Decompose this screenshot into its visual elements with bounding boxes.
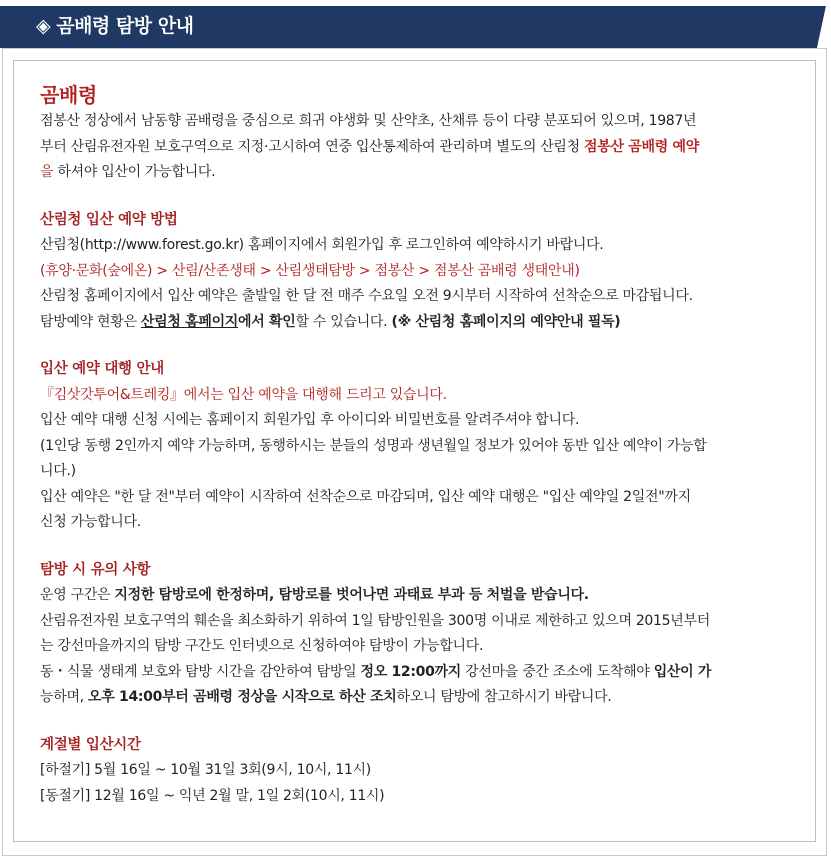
caution-text: 정오 12:00까지 bbox=[360, 663, 462, 680]
caution-text: 하오니 탐방에 참고하시기 바랍니다. bbox=[396, 689, 612, 705]
caution-line: 는 강선마을까지의 탐방 구간도 인터넷으로 신청하여야 탐방이 가능합니다. bbox=[40, 638, 484, 654]
reserve-heading: 산림청 입산 예약 방법 bbox=[40, 211, 178, 228]
caution-text: 오후 14:00부터 곰배령 정상을 시작으로 하산 조치 bbox=[87, 689, 397, 705]
caution-heading: 탐방 시 유의 사항 bbox=[40, 561, 151, 578]
intro-line: 점봉산 정상에서 남동향 곰배령을 중심으로 희귀 야생화 및 산약초, 산채류 등이 다량 분포되어 있으며, 1987년 bbox=[40, 113, 697, 129]
section-header bbox=[0, 0, 831, 48]
caution-text: 지정한 탐방로에 한정하며, 탐방로를 벗어나면 과태료 부과 등 처벌을 받습니다. bbox=[114, 587, 589, 603]
reserve-text: 탐방예약 현황은 bbox=[40, 313, 141, 330]
caution-line bbox=[40, 583, 810, 609]
season-summer: [하절기] 5월 16일 ~ 10월 31일 3회(9시, 10시, 11시) bbox=[40, 762, 371, 778]
reserve-text: 할 수 있습니다. bbox=[295, 313, 392, 330]
reserve-note: (※ 산림청 홈페이지의 예약안내 필독) bbox=[391, 313, 621, 330]
page-title: ◈ 곰배령 탐방 안내 bbox=[36, 15, 194, 37]
content-body bbox=[40, 81, 810, 809]
intro-line bbox=[40, 160, 810, 186]
proxy-line: 입산 예약 대행 신청 시에는 홈페이지 회원가입 후 아이디와 비밀번호를 알려주셔야 합니다. bbox=[40, 412, 580, 428]
caution-line bbox=[40, 660, 810, 686]
proxy-line: 『김삿갓투어&트레킹』에서는 입산 예약을 대행해 드리고 있습니다. bbox=[40, 386, 447, 403]
intro-line bbox=[40, 135, 810, 161]
caution-line: 산림유전자원 보호구역의 훼손을 최소화하기 위하여 1일 탐방인원을 300명 이내로 제한하고 있으며 2015년부터 bbox=[40, 612, 710, 629]
reserve-menu-path: (휴양·문화(숲에온) > 산림/산존생태 > 산림생태탐방 > 점봉산 > 점봉산 곰배령 생태안내) bbox=[40, 262, 580, 279]
content-panel bbox=[2, 48, 827, 856]
forest-homepage-link[interactable]: 산림청 홈페이지 bbox=[140, 313, 239, 330]
intro-text: 하셔야 입산이 가능합니다. bbox=[53, 164, 216, 180]
reserve-line: 산림청 홈페이지에서 입산 예약은 출발일 한 달 전 매주 수요일 오전 9시부터 시작하여 선착순으로 마감됩니다. bbox=[40, 288, 693, 304]
reserve-text: 에서 확인 bbox=[238, 313, 296, 330]
reserve-line bbox=[40, 310, 810, 336]
caution-line bbox=[40, 685, 810, 711]
proxy-line: 니다.) bbox=[40, 463, 76, 479]
caution-text: 동・식물 생태계 보호와 탐방 시간을 감안하여 탐방일 bbox=[40, 663, 361, 680]
caution-text: 입산이 가 bbox=[653, 663, 712, 680]
content-box bbox=[13, 60, 816, 842]
season-heading: 계절별 입산시간 bbox=[40, 736, 141, 753]
intro-title: 곰배령 bbox=[40, 83, 98, 107]
season-winter: [동절기] 12월 16일 ~ 익년 2월 말, 1일 2회(10시, 11시) bbox=[40, 787, 385, 804]
reservation-highlight: 점봉산 곰배령 예약 bbox=[584, 138, 699, 155]
caution-text: 능하며, bbox=[40, 689, 88, 705]
proxy-line: 신청 가능합니다. bbox=[40, 514, 141, 530]
reserve-line: 산림청(http://www.forest.go.kr) 홈페이지에서 회원가입 후 로그인하여 예약하시기 바랍니다. bbox=[40, 237, 604, 253]
caution-text: 운영 구간은 bbox=[40, 587, 115, 603]
intro-text: 부터 산림유전자원 보호구역으로 지정·고시하여 연중 입산통제하여 관리하며 별도의 산림청 bbox=[40, 138, 585, 155]
proxy-line: 입산 예약은 "한 달 전"부터 예약이 시작하여 선착순으로 마감되며, 입산 예약 대행은 "입산 예약일 2일전"까지 bbox=[40, 488, 691, 505]
proxy-line: (1인당 동행 2인까지 예약 가능하며, 동행하시는 분들의 성명과 생년월일 정보가 있어야 동반 입산 예약이 가능합 bbox=[40, 437, 707, 454]
reservation-highlight-tail: 을 bbox=[40, 164, 54, 180]
proxy-heading: 입산 예약 대행 안내 bbox=[40, 361, 164, 377]
caution-text: 강선마을 중간 조소에 도착해야 bbox=[461, 663, 654, 680]
